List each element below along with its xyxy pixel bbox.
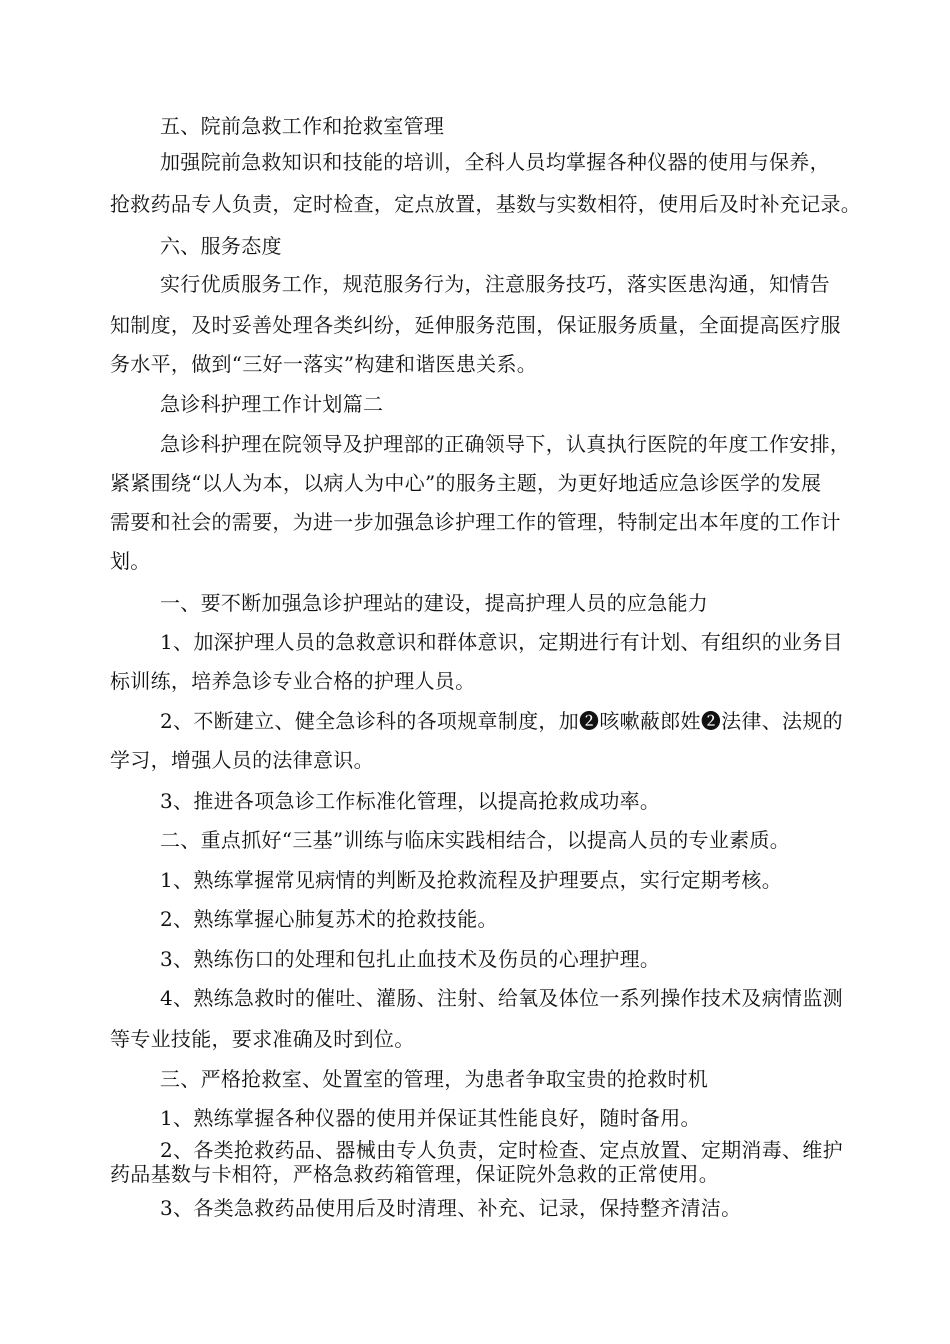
paragraph-line: 急诊科护理在院领导及护理部的正确领导下，认真执行医院的年度工作安排， [160,432,851,456]
paragraph-line: 务水平，做到“三好一落实”构建和谐医患关系。 [110,352,538,376]
list-item-line: 1、加深护理人员的急救意识和群体意识，定期进行有计划、有组织的业务目 [160,630,843,654]
paragraph-line: 实行优质服务工作，规范服务行为，注意服务技巧，落实医患沟通，知情告 [160,272,830,296]
section-heading-1: 一、要不断加强急诊护理站的建设，提高护理人员的应急能力 [160,591,709,615]
list-item-line: 药品基数与卡相符，严格急救药箱管理，保证院外急救的正常使用。 [110,1162,719,1186]
paragraph-line: 划。 [110,549,151,573]
list-item-line: 2、不断建立、健全急诊科的各项规章制度，加❷咳嗽蔽郎姓❷法律、法规的 [160,709,843,733]
paragraph-line: 抢救药品专人负责，定时检查，定点放置，基数与实数相符，使用后及时补充记录。 [110,192,862,216]
article-title: 急诊科护理工作计划篇二 [160,392,384,416]
section-heading-6: 六、服务态度 [160,234,282,258]
list-item-line: 等专业技能，要求准确及时到位。 [110,1027,415,1051]
list-item-line: 3、熟练伤口的处理和包扎止血技术及伤员的心理护理。 [160,947,661,971]
list-item-line: 3、各类急救药品使用后及时清理、补充、记录，保持整齐清洁。 [160,1196,742,1220]
list-item-line: 标训练，培养急诊专业合格的护理人员。 [110,669,476,693]
paragraph-line: 需要和社会的需要，为进一步加强急诊护理工作的管理，特制定出本年度的工作计 [110,510,841,534]
list-item-line: 学习，增强人员的法律意识。 [110,748,374,772]
list-item-line: 1、熟练掌握常见病情的判断及抢救流程及护理要点，实行定期考核。 [160,868,783,892]
section-heading-2: 二、重点抓好“三基”训练与临床实践相结合，以提高人员的专业素质。 [160,828,791,852]
paragraph-line: 知制度，及时妥善处理各类纠纷，延伸服务范围，保证服务质量，全面提高医疗服 [110,313,841,337]
section-heading-3: 三、严格抢救室、处置室的管理，为患者争取宝贵的抢救时机 [160,1067,709,1091]
list-item-line: 3、推进各项急诊工作标准化管理，以提高抢救成功率。 [160,789,661,813]
paragraph-line: 紧紧围绕“以人为本，以病人为中心”的服务主题，为更好地适应急诊医学的发展 [110,471,822,495]
list-item-line: 2、熟练掌握心肺复苏术的抢救技能。 [160,907,498,931]
section-heading-5: 五、院前急救工作和抢救室管理 [160,114,445,138]
list-item-line: 2、各类抢救药品、器械由专人负责，定时检查、定点放置、定期消毒、维护 [160,1138,843,1162]
paragraph-line: 加强院前急救知识和技能的培训，全科人员均掌握各种仪器的使用与保养， [160,150,830,174]
list-item-line: 1、熟练掌握各种仪器的使用并保证其性能良好，随时备用。 [160,1106,701,1130]
list-item-line: 4、熟练急救时的催吐、灌肠、注射、给氧及体位一系列操作技术及病情监测 [160,986,843,1010]
